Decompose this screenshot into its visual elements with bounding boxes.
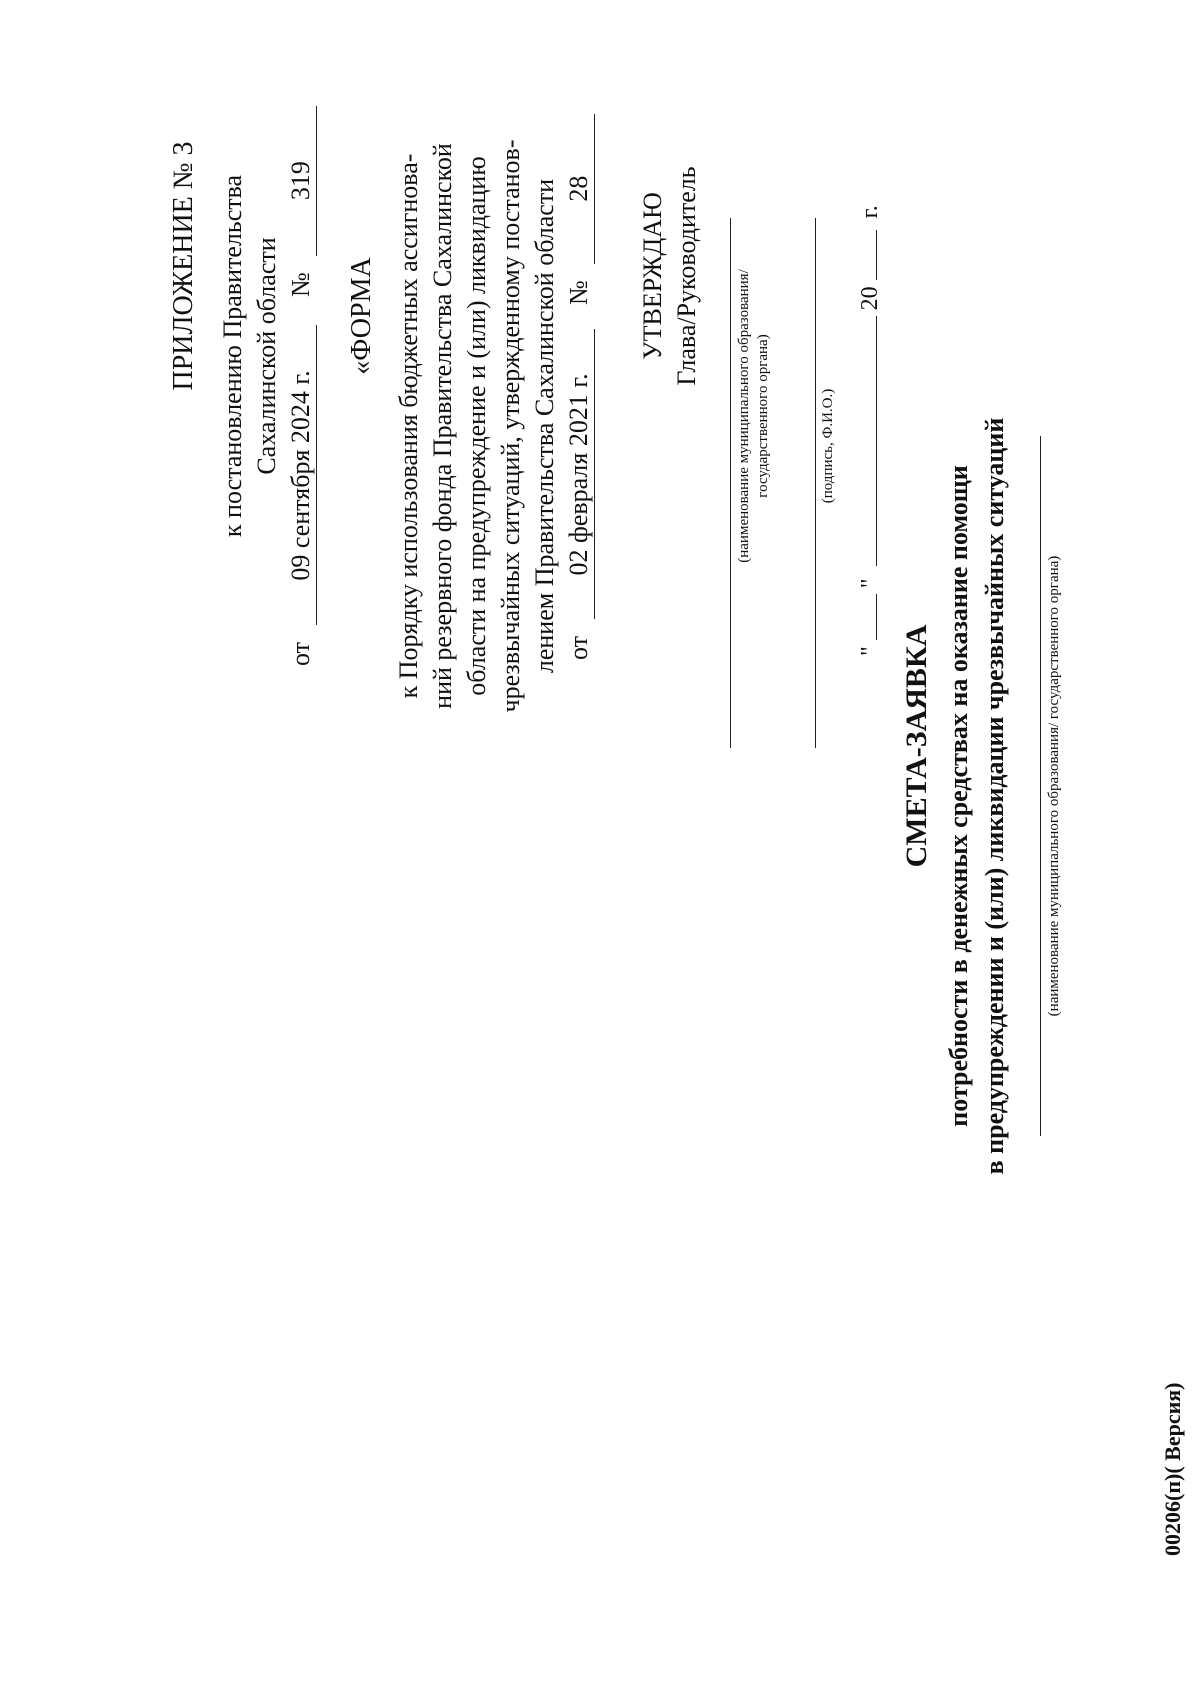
form-line-3: области на предупреждение и (или) ликвидацию [462,156,491,696]
form-line-4: чрезвычайных ситуаций, утвержденному постанов- [496,139,525,713]
approve-sign-caption: (подпись, Ф.И.О.) [820,388,836,504]
form-line-2: ний резервного фонда Правительства Сахалинской [428,143,457,709]
approve-org-caption-2: государственного органа) [755,334,771,498]
approve-org-caption: (наименование муниципального образования/ [736,269,752,563]
approve-sign-line [815,218,816,748]
appendix-line1: к постановлению Правительства [218,174,247,538]
form-title: «ФОРМА [346,257,377,375]
appendix-number-label: № [286,272,315,297]
form-date: 02 февраля 2021 г. [564,329,595,619]
approve-year-suffix: г. [857,205,883,219]
estimate-subtitle-2: в предупреждении и (или) ликвидации чрезвычайных ситуаций [980,417,1009,1175]
appendix-title: ПРИЛОЖЕНИЕ № 3 [168,141,199,391]
approve-year-prefix: 20 [857,286,883,311]
form-date-row [564,114,595,660]
approve-day [850,594,877,640]
approve-date-quote-open: " [857,646,883,656]
estimate-subtitle-1: потребности в денежных средствах на оказание помощи [944,465,973,1127]
approve-date-quote-close: " [857,578,883,589]
estimate-org-caption: (наименование муниципального образования/ государственного органа) [1046,555,1062,1017]
form-line-1: к Порядку использования бюджетных ассигнова- [394,153,423,699]
form-number: 28 [564,114,595,264]
approve-title: УТВЕРЖДАЮ [638,192,667,360]
form-line-5: лением Правительства Сахалинской области [530,178,559,674]
form-from-label: от [564,635,593,660]
form-number-label: № [564,280,593,305]
approve-org-line [730,218,731,748]
appendix-from-label: от [286,641,315,666]
estimate-org-line [1040,436,1041,1136]
appendix-date-row [286,106,317,666]
approve-date-row [850,205,884,656]
approve-month [850,316,877,566]
approve-year [850,230,877,280]
appendix-date: 09 сентября 2024 г. [286,325,317,625]
approve-role: Глава/Руководитель [672,166,701,386]
estimate-title: СМЕТА-ЗАЯВКА [900,624,933,868]
appendix-line2: Сахалинской области [252,237,281,475]
document-code: 00206(п)( Версия) [1160,1382,1185,1556]
appendix-number: 319 [286,106,317,256]
